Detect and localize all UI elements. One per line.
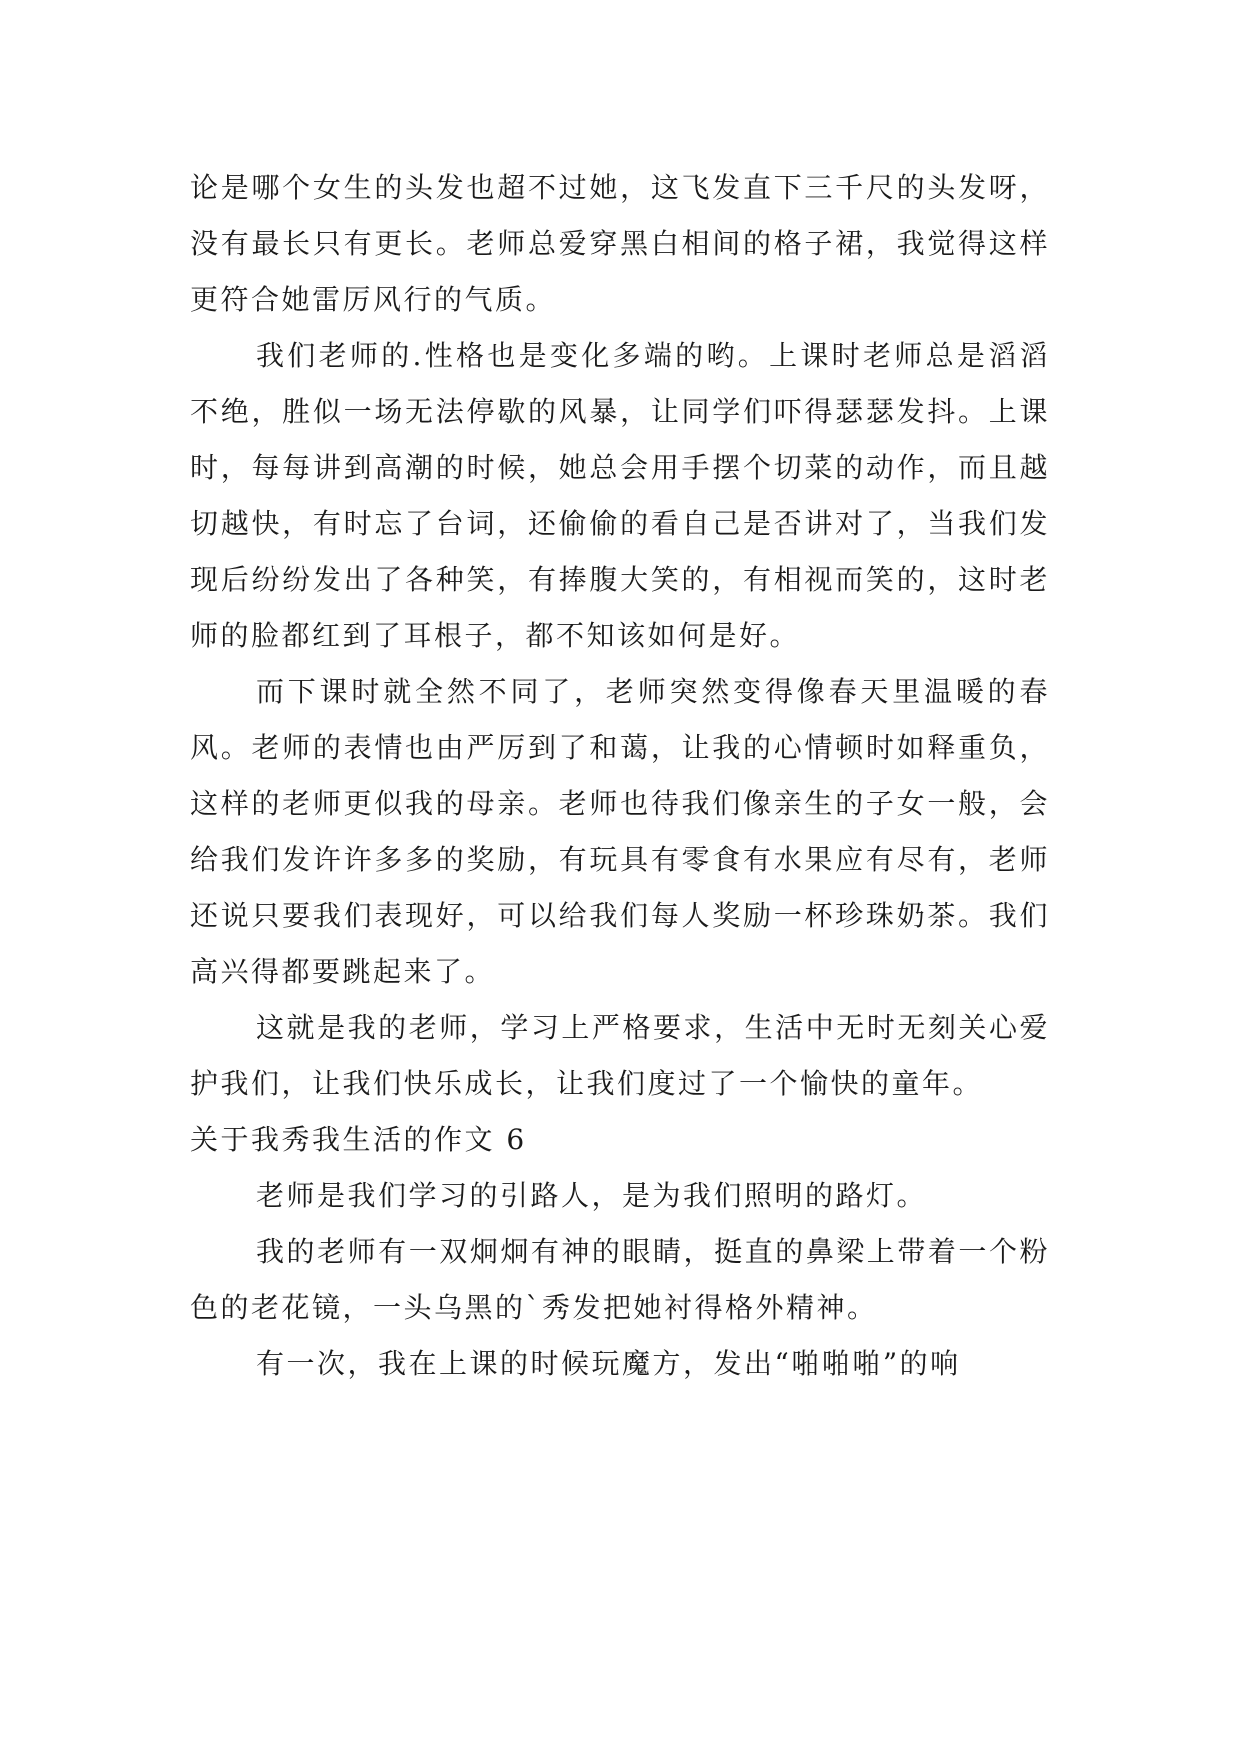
paragraph-after-class: 而下课时就全然不同了，老师突然变得像春天里温暖的春风。老师的表情也由严厉到了和蔼，让我的心情顿时如释重负，这样的老师更似我的母亲。老师也待我们像亲生的子女一般，会给我们发许许多多的奖励，有玩具有零食有水果应有尽有，老师还说只要我们表现好，可以给我们每人奖励一杯珍珠奶茶。我们高兴得都要跳起来了。 bbox=[190, 675, 1050, 988]
document-body bbox=[190, 160, 1050, 1392]
paragraph-teacher-personality: 我们老师的.性格也是变化多端的哟。上课时老师总是滔滔不绝，胜似一场无法停歇的风暴，让同学们吓得瑟瑟发抖。上课时，每每讲到高潮的时候，她总会用手摆个切菜的动作，而且越切越快，有时忘了台词，还偷偷的看自己是否讲对了，当我们发现后纷纷发出了各种笑，有捧腹大笑的，有相视而笑的，这时老师的脸都红到了耳根子，都不知该如何是好。 bbox=[190, 339, 1050, 652]
paragraph-intro: 老师是我们学习的引路人，是为我们照明的路灯。 bbox=[256, 1179, 928, 1212]
paragraph-continued: 论是哪个女生的头发也超不过她，这飞发直下三千尺的头发呀，没有最长只有更长。老师总爱穿黑白相间的格子裙，我觉得这样更符合她雷厉风行的气质。 bbox=[190, 171, 1050, 316]
paragraph-conclusion: 这就是我的老师，学习上严格要求，生活中无时无刻关心爱护我们，让我们快乐成长，让我们度过了一个愉快的童年。 bbox=[190, 1011, 1050, 1100]
essay-heading: 关于我秀我生活的作文 6 bbox=[190, 1123, 527, 1156]
paragraph-rubiks-cube: 有一次，我在上课的时候玩魔方，发出“啪啪啪”的响 bbox=[256, 1347, 961, 1380]
paragraph-teacher-appearance: 我的老师有一双炯炯有神的眼睛，挺直的鼻梁上带着一个粉色的老花镜，一头乌黑的`秀发把她衬得格外精神。 bbox=[190, 1235, 1050, 1324]
